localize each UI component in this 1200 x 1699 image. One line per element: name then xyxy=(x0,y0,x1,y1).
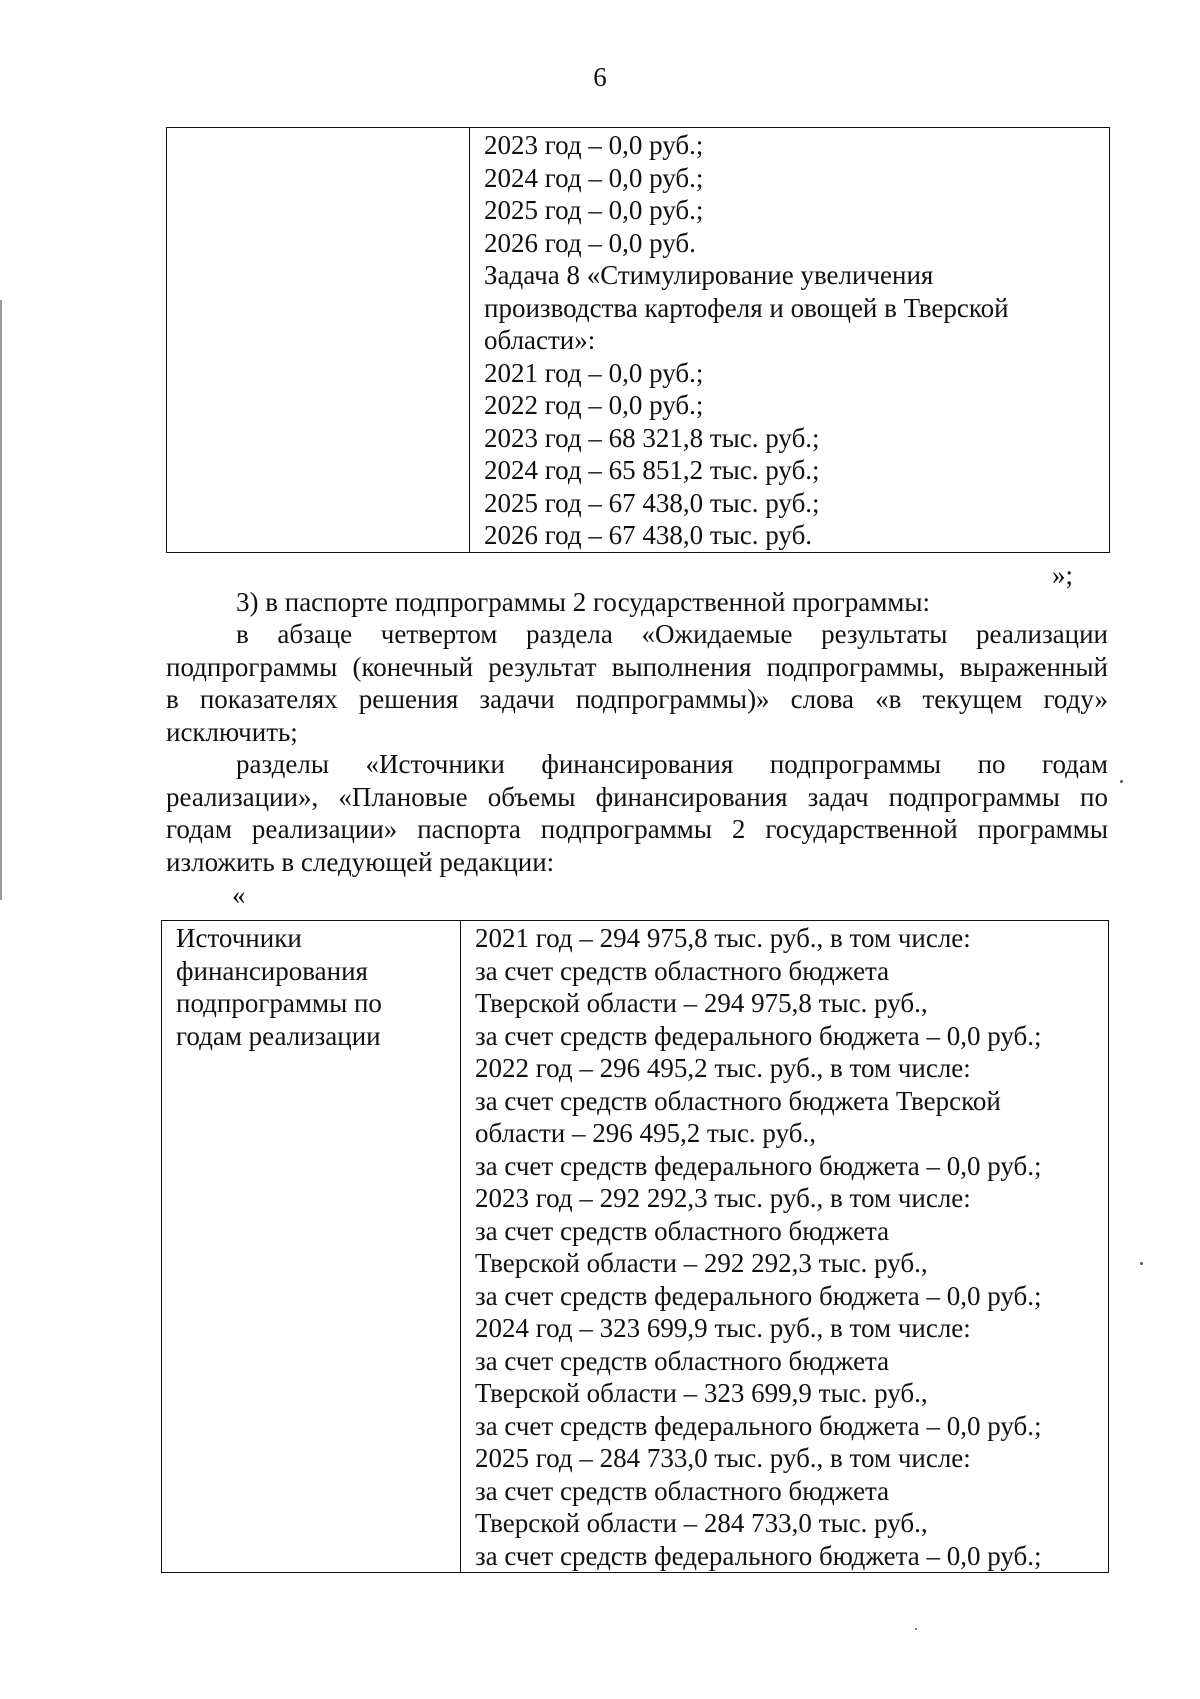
table1-line: 2021 год – 0,0 руб.; xyxy=(484,357,704,388)
table2-line: за счет средств федерального бюджета – 0,0 руб.; xyxy=(475,1540,1042,1571)
table2-line: 2024 год – 323 699,9 тыс. руб., в том числе: xyxy=(475,1313,971,1343)
table1-line: 2025 год – 0,0 руб.; xyxy=(484,195,704,225)
table2-line: 2021 год – 294 975,8 тыс. руб., в том числе: xyxy=(475,923,971,953)
table2-line: Тверской области – 323 699,9 тыс. руб., xyxy=(475,1378,928,1408)
table2-line: за счет средств федерального бюджета – 0,0 руб.; xyxy=(475,1150,1042,1181)
table2-line: области – 296 495,2 тыс. руб., xyxy=(475,1118,816,1148)
table2-line: Тверской области – 292 292,3 тыс. руб., xyxy=(475,1248,928,1278)
table2-line: за счет средств областного бюджета Тверской xyxy=(475,1085,1001,1116)
table2-left-line: подпрограммы по xyxy=(176,988,382,1018)
table1-left-cell xyxy=(167,128,470,553)
paragraph-2 xyxy=(166,748,1108,878)
paragraph-1-line: в абзаце четвертом раздела «Ожидаемые результаты реализации xyxy=(236,619,1108,649)
scan-speck xyxy=(1140,1262,1143,1265)
table2-left-line: Источники xyxy=(176,923,302,953)
table2-line: за счет средств областного бюджета xyxy=(475,1215,890,1246)
table1-line: 2024 год – 65 851,2 тыс. руб.; xyxy=(484,455,820,485)
table1-line: области»: xyxy=(484,325,596,355)
table1-line: 2025 год – 67 438,0 тыс. руб.; xyxy=(484,487,820,518)
table1-right-cell xyxy=(470,128,1110,553)
table2-line: 2022 год – 296 495,2 тыс. руб., в том числе: xyxy=(475,1053,971,1083)
table2-left-line: финансирования xyxy=(176,955,368,986)
paragraph-1-line: подпрограммы (конечный результат выполнения подпрограммы, выраженный xyxy=(166,651,1108,682)
financing-sources-table xyxy=(161,920,1109,1573)
paragraph-1-line: исключить; xyxy=(166,716,298,747)
table1-line: 2024 год – 0,0 руб.; xyxy=(484,162,704,193)
item-3 xyxy=(166,586,1108,619)
paragraph-2-line: годам реализации» паспорта подпрограммы 2 государственной программы xyxy=(166,814,1108,844)
table2-line: Тверской области – 284 733,0 тыс. руб., xyxy=(475,1508,928,1538)
table1-line: 2022 год – 0,0 руб.; xyxy=(484,390,704,420)
table2-line: за счет средств областного бюджета xyxy=(475,1345,890,1376)
table2-line: за счет средств областного бюджета xyxy=(475,1475,890,1506)
paragraph-1 xyxy=(166,618,1108,748)
table1-line: 2026 год – 0,0 руб. xyxy=(484,227,696,258)
paragraph-2-line: изложить в следующей редакции: xyxy=(166,846,555,877)
paragraph-1-line: в показателях решения задачи подпрограммы)» слова «в текущем году» xyxy=(166,684,1108,714)
table2-line: за счет средств федерального бюджета – 0,0 руб.; xyxy=(475,1410,1042,1441)
opening-quote: « xyxy=(232,880,246,910)
paragraph-2-line: реализации», «Плановые объемы финансирования задач подпрограммы по xyxy=(166,781,1108,812)
table1-line: 2026 год – 67 438,0 тыс. руб. xyxy=(484,520,813,550)
table2-line: 2025 год – 284 733,0 тыс. руб., в том числе: xyxy=(475,1443,971,1473)
table2-line: за счет средств федерального бюджета – 0,0 руб.; xyxy=(475,1280,1042,1311)
table2-left-cell xyxy=(162,921,461,1573)
table1-line: 2023 год – 0,0 руб.; xyxy=(484,130,704,160)
table2-line: 2023 год – 292 292,3 тыс. руб., в том числе: xyxy=(475,1183,971,1213)
paragraph-2-line: разделы «Источники финансирования подпрограммы по годам xyxy=(236,749,1108,779)
table2-line: за счет средств областного бюджета xyxy=(475,955,890,986)
table1-line: производства картофеля и овощей в Тверской xyxy=(484,292,1009,323)
scan-speck xyxy=(915,1628,917,1630)
table1-line: Задача 8 «Стимулирование увеличения xyxy=(484,260,934,290)
table2-left-line: годам реализации xyxy=(176,1020,381,1051)
scan-speck xyxy=(1120,780,1123,783)
page-number: 6 xyxy=(593,62,607,92)
table2-line: за счет средств федерального бюджета – 0,0 руб.; xyxy=(475,1020,1042,1051)
table2-line: Тверской области – 294 975,8 тыс. руб., xyxy=(475,988,928,1018)
table1-line: 2023 год – 68 321,8 тыс. руб.; xyxy=(484,422,820,453)
financing-table-continued xyxy=(166,127,1110,553)
item-3-text: 3) в паспорте подпрограммы 2 государственной программы: xyxy=(236,587,931,617)
table2-right-cell xyxy=(461,921,1109,1573)
closing-quote: »; xyxy=(1052,560,1074,590)
scan-edge-mark xyxy=(0,300,2,900)
